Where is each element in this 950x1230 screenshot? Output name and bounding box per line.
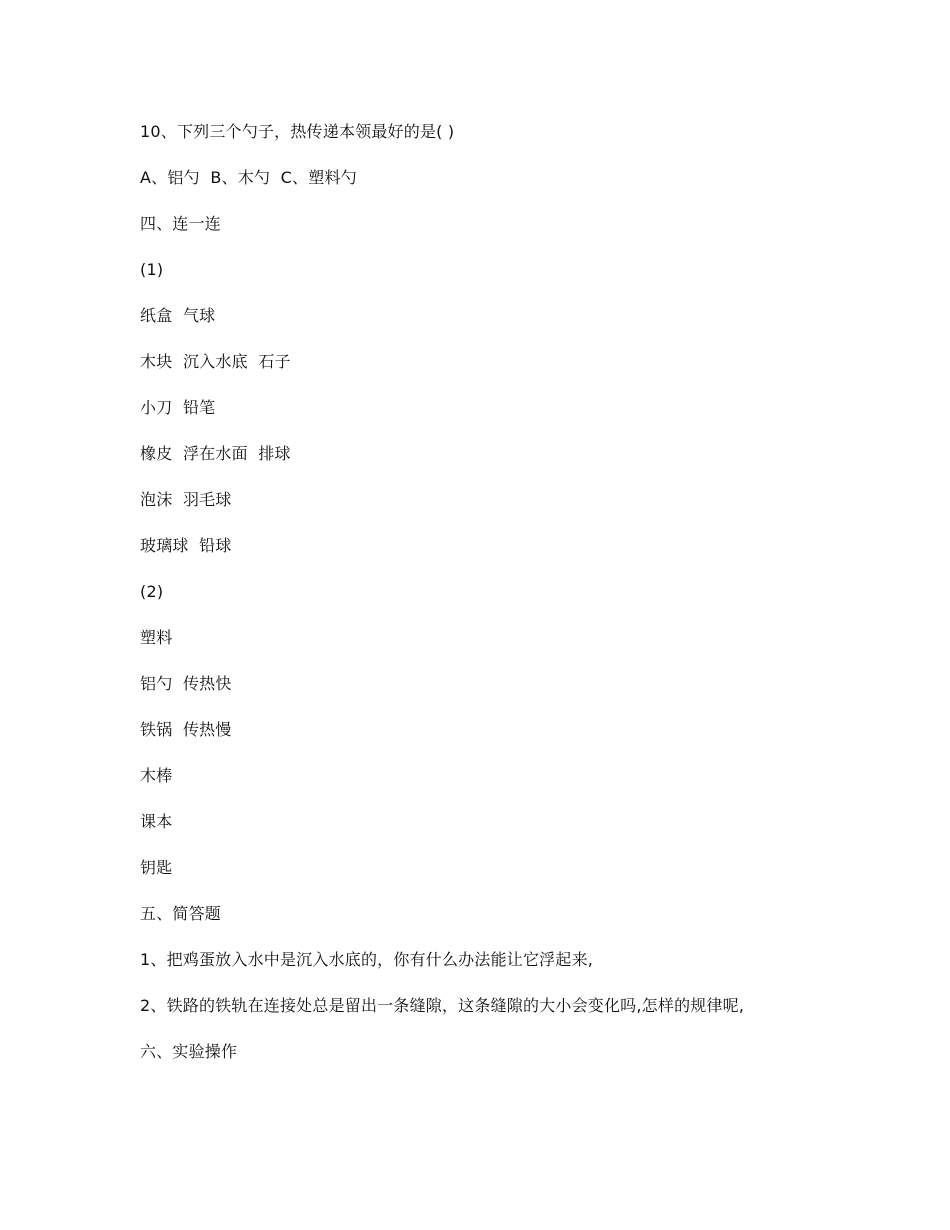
- matching-row: 钥匙: [140, 858, 173, 877]
- document-page: [140, 118, 810, 1084]
- question-10: 10、下列三个勺子，热传递本领最好的是( ): [140, 122, 455, 141]
- section-heading-short-answer: 五、简答题: [140, 904, 222, 923]
- short-answer-question-1: 1、把鸡蛋放入水中是沉入水底的，你有什么办法能让它浮起来,: [140, 950, 594, 969]
- matching-row: 木块 沉入水底 石子: [140, 352, 291, 371]
- matching-row: 泡沫 羽毛球: [140, 490, 232, 509]
- matching-row: 橡皮 浮在水面 排球: [140, 444, 291, 463]
- short-answer-question-2: 2、铁路的铁轨在连接处总是留出一条缝隙，这条缝隙的大小会变化吗,怎样的规律呢,: [140, 996, 745, 1015]
- section-heading-matching: 四、连一连: [140, 214, 222, 233]
- matching-part-2-label: (2): [140, 582, 164, 601]
- matching-row: 塑料: [140, 628, 173, 647]
- matching-row: 铁锅 传热慢: [140, 720, 232, 739]
- matching-row: 铝勺 传热快: [140, 674, 232, 693]
- matching-row: 木棒: [140, 766, 173, 785]
- matching-row: 课本: [140, 812, 173, 831]
- matching-row: 玻璃球 铅球: [140, 536, 232, 555]
- matching-row: 纸盒 气球: [140, 306, 216, 325]
- question-10-options: A、铝勺 B、木勺 C、塑料勺: [140, 168, 357, 187]
- matching-row: 小刀 铅笔: [140, 398, 216, 417]
- matching-part-1-label: (1): [140, 260, 164, 279]
- section-heading-experiment: 六、实验操作: [140, 1042, 238, 1061]
